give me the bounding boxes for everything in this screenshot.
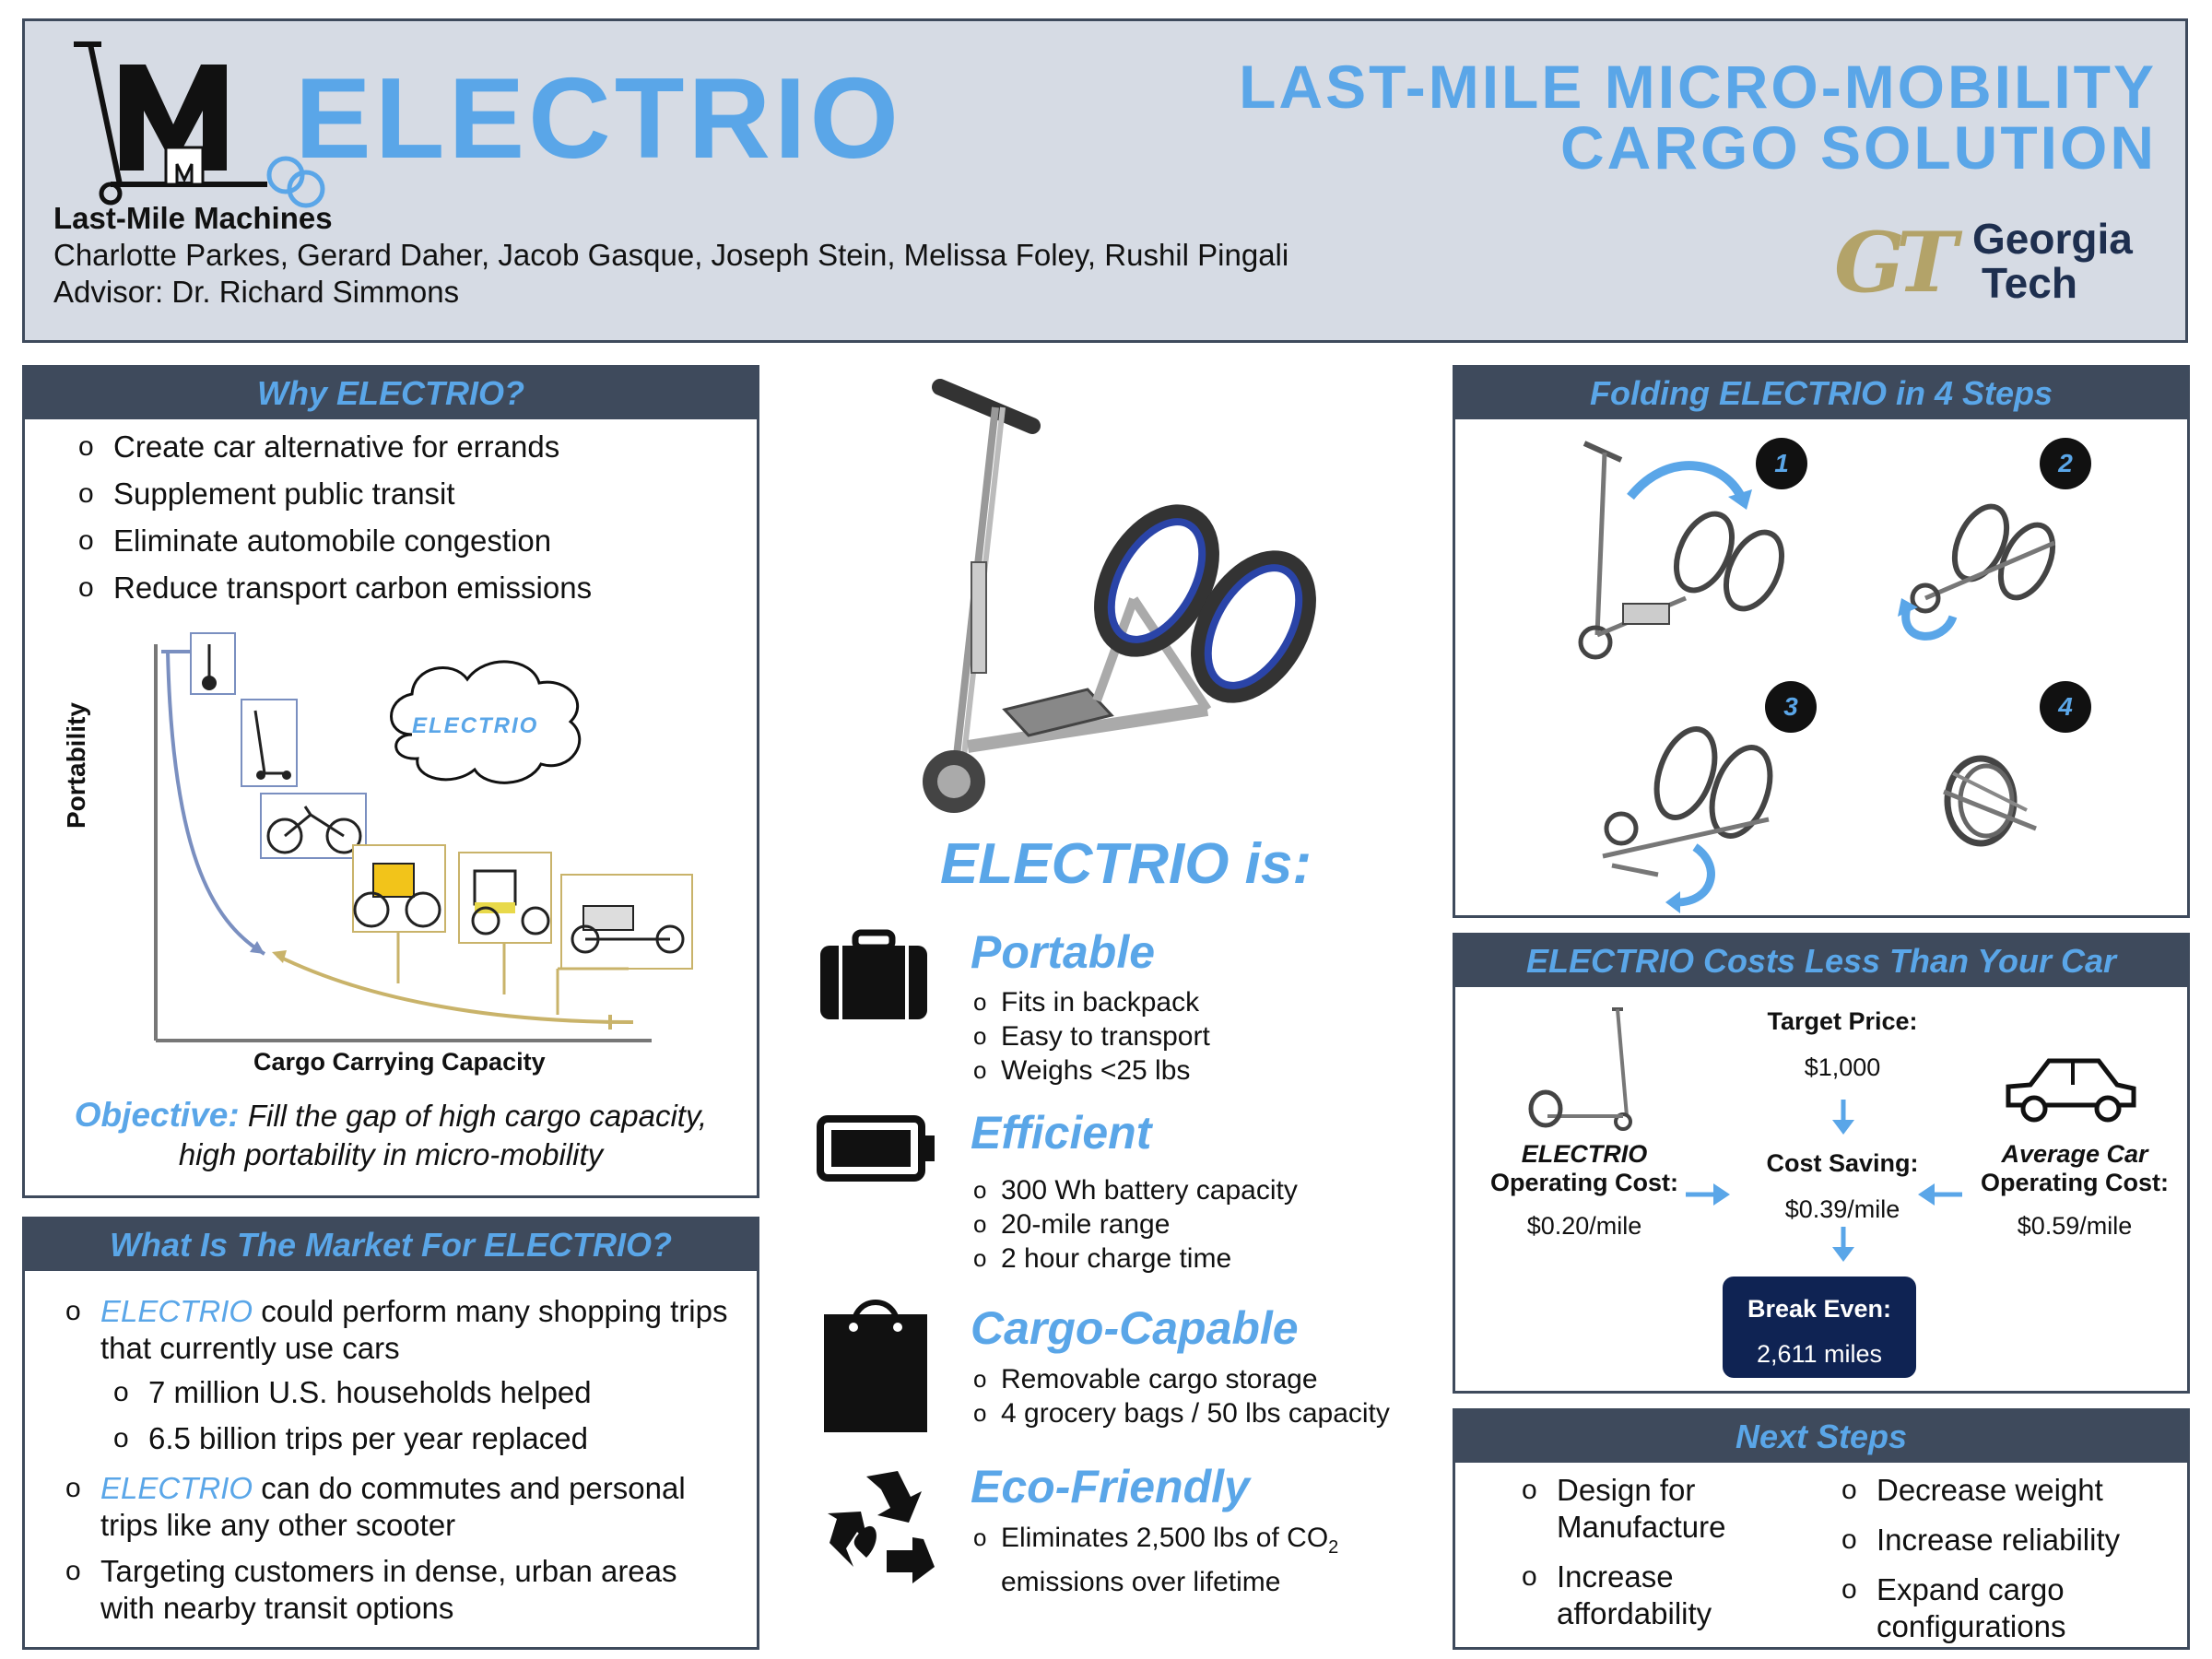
- folding-step-3-illustration: [1584, 709, 1806, 921]
- shopping-bag-icon: [820, 1290, 931, 1434]
- why-heading: Why ELECTRIO?: [25, 368, 757, 419]
- step-badge: 1: [1756, 438, 1807, 489]
- break-even-value: 2,611 miles: [1756, 1340, 1883, 1368]
- battery-icon: [817, 1115, 936, 1182]
- folding-heading: Folding ELECTRIO in 4 Steps: [1455, 368, 2187, 419]
- brand-wordmark: ELECTRIO: [295, 55, 902, 182]
- why-bullet: o Create car alternative for errands: [113, 429, 559, 465]
- feature-item: o Weighs <25 lbs: [1001, 1053, 1190, 1088]
- break-even-label: Break Even:: [1747, 1295, 1892, 1323]
- electrio-scooter-render: [903, 369, 1327, 820]
- market-text: could perform many shopping trips: [253, 1294, 728, 1328]
- costs-panel: [1453, 933, 2190, 1394]
- objective-label: Objective:: [74, 1096, 240, 1134]
- chart-ylabel: Portability: [62, 702, 90, 829]
- break-even-box: [1723, 1277, 1916, 1378]
- car-cost-label-2: Operating Cost:: [1980, 1169, 2169, 1196]
- step-badge: 3: [1765, 681, 1817, 733]
- advisor: Advisor: Dr. Richard Simmons: [53, 275, 460, 309]
- eco-line-1: Eliminates 2,500 lbs of CO: [1001, 1523, 1329, 1553]
- university-name-line-2: Tech: [1982, 259, 2077, 307]
- arrow-left-icon: [1916, 1181, 1962, 1208]
- poster-title-line-2: CARGO SOLUTION: [1560, 113, 2157, 182]
- next-step-text: Increase: [1557, 1559, 1674, 1594]
- feature-item: o Removable cargo storage: [1001, 1362, 1318, 1396]
- brand-mention: ELECTRIO: [100, 1471, 253, 1505]
- market-text: with nearby transit options: [100, 1591, 454, 1625]
- costs-heading: ELECTRIO Costs Less Than Your Car: [1455, 935, 2187, 987]
- feature-item: [1001, 1521, 1338, 1599]
- arrow-down-icon: [1830, 1227, 1857, 1264]
- briefcase-icon: [818, 933, 929, 1021]
- market-bullet: [100, 1470, 686, 1544]
- folding-panel: [1453, 365, 2190, 918]
- feature-item: o 300 Wh battery capacity: [1001, 1173, 1298, 1207]
- market-sub-bullet: o 6.5 billion trips per year replaced: [148, 1420, 588, 1457]
- next-step-item: [1557, 1472, 1725, 1546]
- scooter-icon: [1520, 1006, 1649, 1135]
- cost-saving-value: $0.39/mile: [1784, 1195, 1900, 1223]
- next-steps-heading: Next Steps: [1455, 1411, 2187, 1463]
- feature-title-efficient: Efficient: [971, 1107, 1152, 1159]
- feature-item: o 2 hour charge time: [1001, 1241, 1231, 1276]
- car-icon: [2003, 1053, 2141, 1127]
- feature-item: o Easy to transport: [1001, 1019, 1210, 1053]
- objective-line-2: high portability in micro-mobility: [178, 1137, 604, 1171]
- feature-item: o Fits in backpack: [1001, 985, 1199, 1019]
- market-panel: [22, 1217, 759, 1650]
- market-bullet: [100, 1553, 677, 1627]
- market-heading: What Is The Market For ELECTRIO?: [25, 1219, 757, 1271]
- next-step-text: Manufacture: [1557, 1510, 1726, 1544]
- car-cost-value: $0.59/mile: [2017, 1212, 2133, 1240]
- brand-mention: ELECTRIO: [100, 1294, 253, 1328]
- why-bullet: o Eliminate automobile congestion: [113, 523, 551, 559]
- car-cost-label: [1964, 1140, 2185, 1197]
- market-text: Targeting customers in dense, urban areas: [100, 1554, 677, 1588]
- arrow-right-icon: [1686, 1181, 1732, 1208]
- why-panel: [22, 365, 759, 1198]
- next-steps-panel: [1453, 1408, 2190, 1650]
- cost-saving-label: Cost Saving:: [1766, 1149, 1919, 1177]
- next-step-item: [1557, 1559, 1712, 1632]
- feature-title-portable: Portable: [971, 926, 1156, 978]
- market-text: trips like any other scooter: [100, 1508, 456, 1542]
- next-step-text: configurations: [1877, 1609, 2066, 1643]
- market-bullet: [100, 1293, 727, 1367]
- feature-item: o 4 grocery bags / 50 lbs capacity: [1001, 1396, 1390, 1430]
- portability-chart: [80, 626, 725, 1068]
- electrio-is-heading: ELECTRIO is:: [940, 832, 1312, 896]
- objective-text: [25, 1096, 757, 1174]
- next-step-text: affordability: [1557, 1596, 1712, 1630]
- next-step-text: Expand cargo: [1877, 1572, 2065, 1606]
- objective-line-1: Fill the gap of high cargo capacity,: [247, 1099, 708, 1133]
- folding-step-4-illustration: [1925, 736, 2054, 865]
- co2-subscript: 2: [1328, 1537, 1339, 1558]
- car-cost-label-1: Average Car: [2001, 1140, 2148, 1168]
- feature-title-eco: Eco-Friendly: [971, 1461, 1250, 1512]
- market-text: can do commutes and personal: [253, 1471, 686, 1505]
- why-bullet: o Supplement public transit: [113, 476, 455, 512]
- chart-xlabel: Cargo Carrying Capacity: [253, 1048, 546, 1076]
- why-bullet: o Reduce transport carbon emissions: [113, 570, 592, 606]
- team-members: Charlotte Parkes, Gerard Daher, Jacob Gasque, Joseph Stein, Melissa Foley, Rushil Pingali: [53, 238, 1289, 272]
- step-badge: 2: [2040, 438, 2091, 489]
- market-sub-bullet: o 7 million U.S. households helped: [148, 1374, 592, 1411]
- arrow-down-icon: [1830, 1100, 1857, 1136]
- georgia-tech-logo: GT: [1834, 214, 1948, 312]
- feature-item: o 20-mile range: [1001, 1207, 1170, 1241]
- poster-title-line-1: LAST-MILE MICRO-MOBILITY: [1239, 53, 2157, 121]
- next-step-item: o Decrease weight: [1877, 1472, 2103, 1509]
- electrio-cost-label: [1474, 1140, 1695, 1197]
- cloud-label: ELECTRIO: [412, 713, 539, 738]
- target-price-label: Target Price:: [1767, 1007, 1918, 1035]
- electrio-cost-label-2: Operating Cost:: [1489, 1169, 1678, 1196]
- feature-title-cargo: Cargo-Capable: [971, 1302, 1299, 1354]
- next-step-item: [1877, 1571, 2065, 1645]
- step-badge: 4: [2040, 681, 2091, 733]
- next-step-text: Design for: [1557, 1473, 1696, 1507]
- folding-step-2-illustration: [1888, 469, 2091, 653]
- folding-step-1-illustration: [1575, 432, 1796, 672]
- eco-line-2: emissions over lifetime: [1001, 1567, 1281, 1597]
- university-name-line-1: Georgia: [1972, 215, 2133, 263]
- recycle-icon: [820, 1465, 940, 1585]
- electrio-cost-value: $0.20/mile: [1526, 1212, 1642, 1240]
- target-price-value: $1,000: [1804, 1053, 1881, 1081]
- electrio-cost-label-1: ELECTRIO: [1521, 1140, 1648, 1168]
- market-text: that currently use cars: [100, 1331, 400, 1365]
- team-name: Last-Mile Machines: [53, 201, 333, 235]
- next-step-item: o Increase reliability: [1877, 1522, 2120, 1559]
